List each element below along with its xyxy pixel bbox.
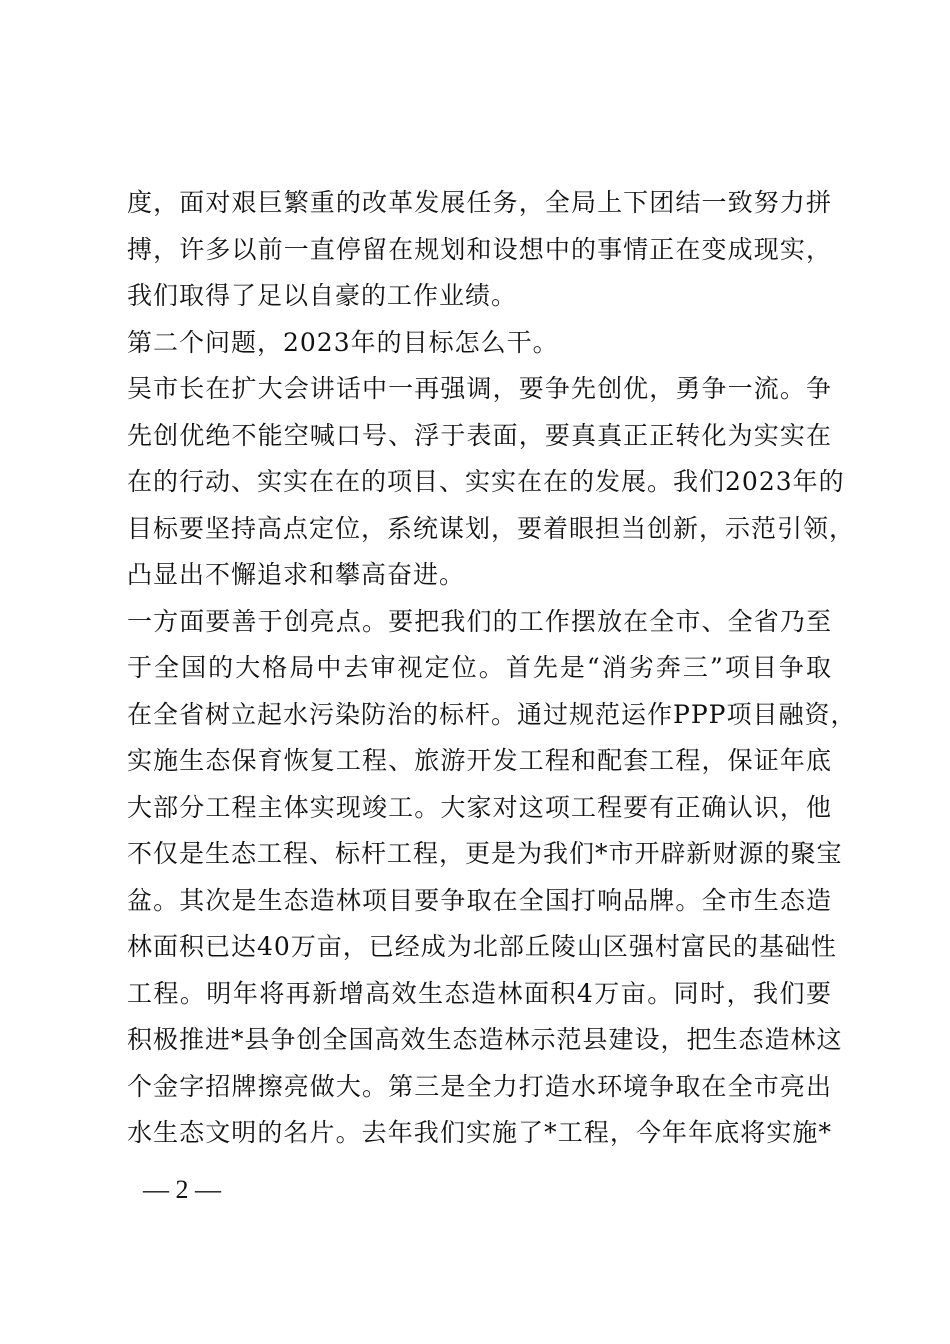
text-line: 于全国的大格局中去审视定位。首先是“消劣奔三”项目争取 [127, 653, 832, 682]
text-line: 一方面要善于创亮点。要把我们的工作摆放在全市、全省乃至 [127, 606, 832, 636]
text-line: 在的行动、实实在在的项目、实实在在的发展。我们2023年的 [127, 467, 845, 496]
text-line: 林面积已达40万亩，已经成为北部丘陵山区强村富民的基础性 [127, 932, 837, 961]
text-line: 水生态文明的名片。去年我们实施了*工程，今年年底将实施* [127, 1118, 832, 1147]
text-line: 先创优绝不能空喊口号、浮于表面，要真真正正转化为实实在 [127, 420, 832, 450]
text-line: 大部分工程主体实现竣工。大家对这项工程要有正确认识，他 [127, 792, 832, 822]
text-line: 我们取得了足以自豪的工作业绩。 [127, 281, 518, 310]
text-line: 实施生态保育恢复工程、旅游开发工程和配套工程，保证年底 [127, 746, 832, 775]
text-line: 吴市长在扩大会讲话中一再强调，要争先创优，勇争一流。争 [127, 374, 832, 403]
text-line: 工程。明年将再新增高效生态造林面积4万亩。同时，我们要 [127, 978, 832, 1008]
text-line: 个金字招牌擦亮做大。第三是全力打造水环境争取在全市亮出 [127, 1071, 832, 1101]
text-line: 目标要坚持高点定位，系统谋划，要着眼担当创新，示范引领， [127, 513, 856, 543]
text-line: 度，面对艰巨繁重的改革发展任务，全局上下团结一致努力拼 [127, 188, 832, 217]
text-line: 搏，许多以前一直停留在规划和设想中的事情正在变成现实， [127, 234, 832, 264]
text-line: 盆。其次是生态造林项目要争取在全国打响品牌。全市生态造 [127, 885, 832, 915]
text-line: 在全省树立起水污染防治的标杆。通过规范运作PPP项目融资， [127, 699, 857, 729]
text-line: 不仅是生态工程、标杆工程，更是为我们*市开辟新财源的聚宝 [127, 839, 843, 868]
text-line: 第二个问题，2023年的目标怎么干。 [127, 327, 559, 357]
text-line: 凸显出不懈追求和攀高奋进。 [127, 560, 466, 589]
text-line: 积极推进*县争创全国高效生态造林示范县建设，把生态造林这 [127, 1025, 843, 1054]
body-text [127, 180, 857, 1157]
page-number: — 2 — [143, 1175, 221, 1204]
